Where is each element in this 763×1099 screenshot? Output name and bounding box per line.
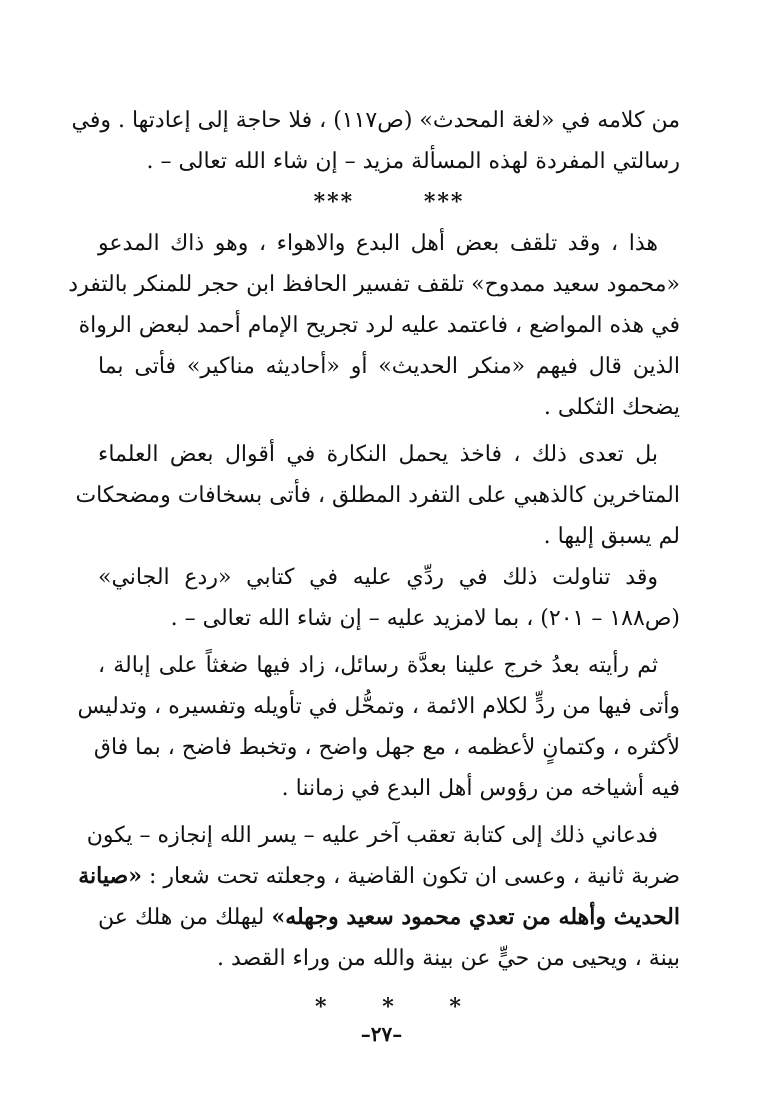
- text-segment: ليهلك من هلك عن: [98, 905, 272, 930]
- text-line: رسالتي المفردة لهذه المسألة مزيد – إن شاء الله تعالى – .: [146, 149, 680, 174]
- text-line: في هذه المواضع ، فاعتمد عليه لرد تجريح الإمام أحمد لبعض الرواة: [78, 313, 680, 338]
- text-line: فدعاني ذلك إلى كتابة تعقب آخر عليه – يسر الله إنجازه – يكون: [86, 823, 658, 848]
- book-title-bold: الحديث وأهله من تعدي محمود سعيد وجهله»: [271, 904, 680, 930]
- text-line: «محمود سعيد ممدوح» تلقف تفسير الحافظ ابن حجر للمنكر بالتفرد: [68, 272, 680, 297]
- paragraph-2: [68, 223, 680, 428]
- asterisks: ***: [423, 189, 465, 215]
- section-separator: [98, 182, 680, 223]
- text-line: هذا ، وقد تلقف بعض أهل البدع والاهواء ، وهو ذاك المدعو: [98, 231, 658, 256]
- paragraph-4: [98, 557, 680, 639]
- text-line: بل تعدى ذلك ، فاخذ يحمل النكارة في أقوال بعض العلماء: [98, 442, 658, 467]
- paragraph-3: [75, 434, 680, 557]
- text-segment: ضربة ثانية ، وعسى ان تكون القاضية ، وجعلته تحت شعار :: [141, 864, 680, 889]
- text-line: المتاخرين كالذهبي على التفرد المطلق ، فأتى بسخافات ومضحكات: [75, 483, 680, 508]
- book-title-bold: «صيانة: [78, 863, 142, 889]
- text-line: لم يسبق إليها .: [543, 524, 680, 549]
- text-line: فيه أشياخه من رؤوس أهل البدع في زماننا .: [281, 776, 680, 801]
- asterisk: *: [449, 994, 463, 1020]
- paragraph-5: [77, 645, 680, 809]
- text-line: ثم رأيته بعدُ خرج علينا بعدَّة رسائل، زاد فيها ضغثاً على إبالة ،: [98, 653, 658, 678]
- text-line: من كلامه في «لغة المحدث» (ص١١٧) ، فلا حاجة إلى إعادتها . وفي: [71, 108, 680, 133]
- text-line: لأكثره ، وكتمانٍ لأعظمه ، مع جهل واضح ، وتخبط فاضح ، بما فاق: [93, 735, 680, 760]
- paragraph-6: [78, 815, 680, 979]
- text-line: [78, 856, 680, 897]
- text-line: بينة ، ويحيى من حيٍّ عن بينة والله من وراء القصد .: [217, 946, 680, 971]
- text-line: [98, 897, 680, 938]
- text-line: وقد تناولت ذلك في ردِّي عليه في كتابي «ردع الجاني»: [98, 565, 658, 590]
- asterisks: ***: [313, 189, 355, 215]
- asterisk: *: [382, 994, 396, 1020]
- text-line: يضحك الثكلى .: [543, 395, 680, 420]
- text-line: الذين قال فيهم «منكر الحديث» أو «أحاديثه مناكير» فأتى بما: [98, 354, 680, 379]
- document-body: [68, 100, 680, 1028]
- text-line: وأتى فيها من ردٍّ لكلام الائمة ، وتمحُّل في تأويله وتفسيره ، وتدليس: [77, 694, 680, 719]
- page-number: –٢٧–: [360, 1022, 403, 1046]
- text-line: (ص١٨٨ – ٢٠١) ، بما لامزيد عليه – إن شاء الله تعالى – .: [170, 606, 680, 631]
- asterisk: *: [315, 994, 329, 1020]
- paragraph-1: [71, 100, 680, 182]
